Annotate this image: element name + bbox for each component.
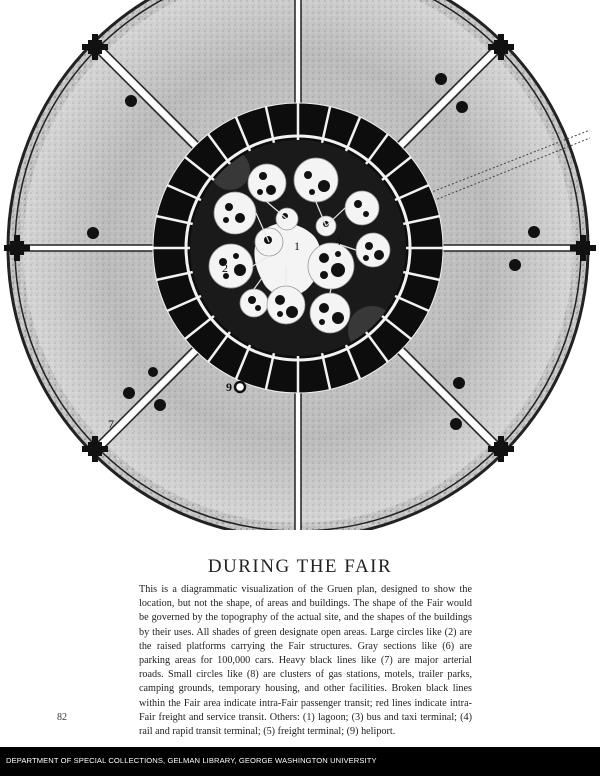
- label-platform: 2: [222, 261, 228, 275]
- page-number: 82: [57, 712, 67, 723]
- archive-footer: [0, 747, 600, 776]
- label-arterial-road: 7: [108, 417, 114, 431]
- plan-caption: This is a diagrammatic visualization of the Gruen plan, designed to show the location, but not the shape, of areas and buildings. The shape of the Fair would be governed by the topography of the actual site, and the shapes of the buildings by their uses. All shades of green designate open areas. Large circles like (2) are the raised platforms carrying the Fair structures. Gray sections like (6) are parking areas for 100,000 cars. Heavy black lines like (7) are major arterial roads. Small circles like (8) are clusters of gas stations, motels, trailer parks, camping grounds, temporary housing, and other facilities. Broken black lines within the Fair area indicate intra-Fair passenger transit; red lines indicate intra-Fair freight and service transit. Others: (1) lagoon; (3) bus and taxi terminal; (4) rail and rapid transit terminal; (5) freight terminal; (9) heliport.: [139, 584, 472, 738]
- footer-credit: DEPARTMENT OF SPECIAL COLLECTIONS, GELMAN LIBRARY, GEORGE WASHINGTON UNIVERSITY: [6, 756, 377, 765]
- label-heliport: 9: [226, 380, 232, 394]
- page-title: DURING THE FAIR: [207, 556, 393, 577]
- label-lagoon: 1: [294, 239, 300, 253]
- label-terminal: 4: [335, 234, 341, 248]
